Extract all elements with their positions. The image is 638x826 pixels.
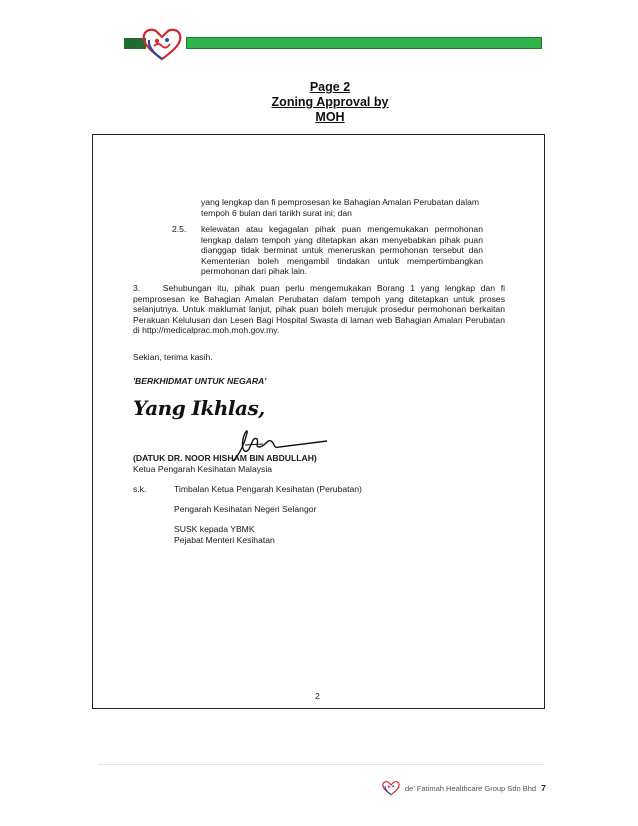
signatory-name: (DATUK DR. NOOR HISHAM BIN ABDULLAH) (133, 453, 317, 463)
letter-paragraph-2-5-number: 2.5. (172, 224, 187, 234)
letter-closing: Sekian, terima kasih. (133, 352, 213, 362)
cc-recipient: Pengarah Kesihatan Negeri Selangor (174, 504, 317, 514)
page-title (250, 80, 410, 125)
footer-page-number: 7 (541, 783, 546, 793)
letter-page-number: 2 (315, 691, 320, 701)
scanned-letter (92, 134, 545, 709)
letter-paragraph-continuation: yang lengkap dan fi pemprosesan ke Bahagian Amalan Perubatan dalam tempoh 6 bulan dari tarikh surat ini; dan (201, 197, 480, 218)
letter-paragraph-3-number: 3. (133, 283, 141, 293)
cc-recipient: SUSK kepada YBMK (174, 524, 255, 534)
footer-divider (98, 764, 544, 765)
letter-motto: 'BERKHIDMAT UNTUK NEGARA' (133, 376, 267, 386)
footer-logo (380, 780, 402, 796)
header-bar (124, 36, 542, 50)
letter-paragraph-2-5: kelewatan atau kegagalan pihak puan mengemukakan permohonan lengkap dalam tempoh yang ditetapkan akan menyebabkan pihak puan dianggap tidak berminat untuk meneruskan permohonan tersebut dan Kementerian boleh mengambil tindakan untuk mempertimbangkan permohonan dari pihak lain. (201, 224, 483, 276)
cc-label: s.k. (133, 484, 147, 494)
company-logo (140, 26, 184, 62)
footer-company-name: de' Fatimah Healthcare Group Sdn Bhd (405, 783, 537, 793)
header-bar-green-segment (186, 37, 542, 49)
letter-sign-off: Yang Ikhlas, (133, 396, 265, 420)
page-title-line-3: MOH (315, 110, 345, 124)
cc-recipient: Timbalan Ketua Pengarah Kesihatan (Perubatan) (174, 484, 362, 494)
page-title-line-2: Zoning Approval by (271, 95, 389, 109)
footer (380, 780, 546, 796)
page-title-line-1: Page 2 (309, 80, 351, 94)
signatory-title: Ketua Pengarah Kesihatan Malaysia (133, 464, 273, 474)
cc-recipient: Pejabat Menteri Kesihatan (174, 535, 275, 545)
letter-paragraph-3 (133, 283, 505, 336)
letter-paragraph-3-text: Sehubungan itu, pihak puan perlu mengemukakan Borang 1 yang lengkap dan fi pemprosesan ke Bahagian Amalan Perubatan dalam tempoh yang ditetapkan untuk proses selanjutnya. Untuk maklumat lanjut, pihak puan boleh merujuk prosedur permohonan berkaitan Perakuan Kelulusan dan Lesen Bagi Hospital Swasta di laman web Bahagian Amalan Perubatan di http://medicalprac.moh.moh.gov.my. (133, 283, 505, 335)
